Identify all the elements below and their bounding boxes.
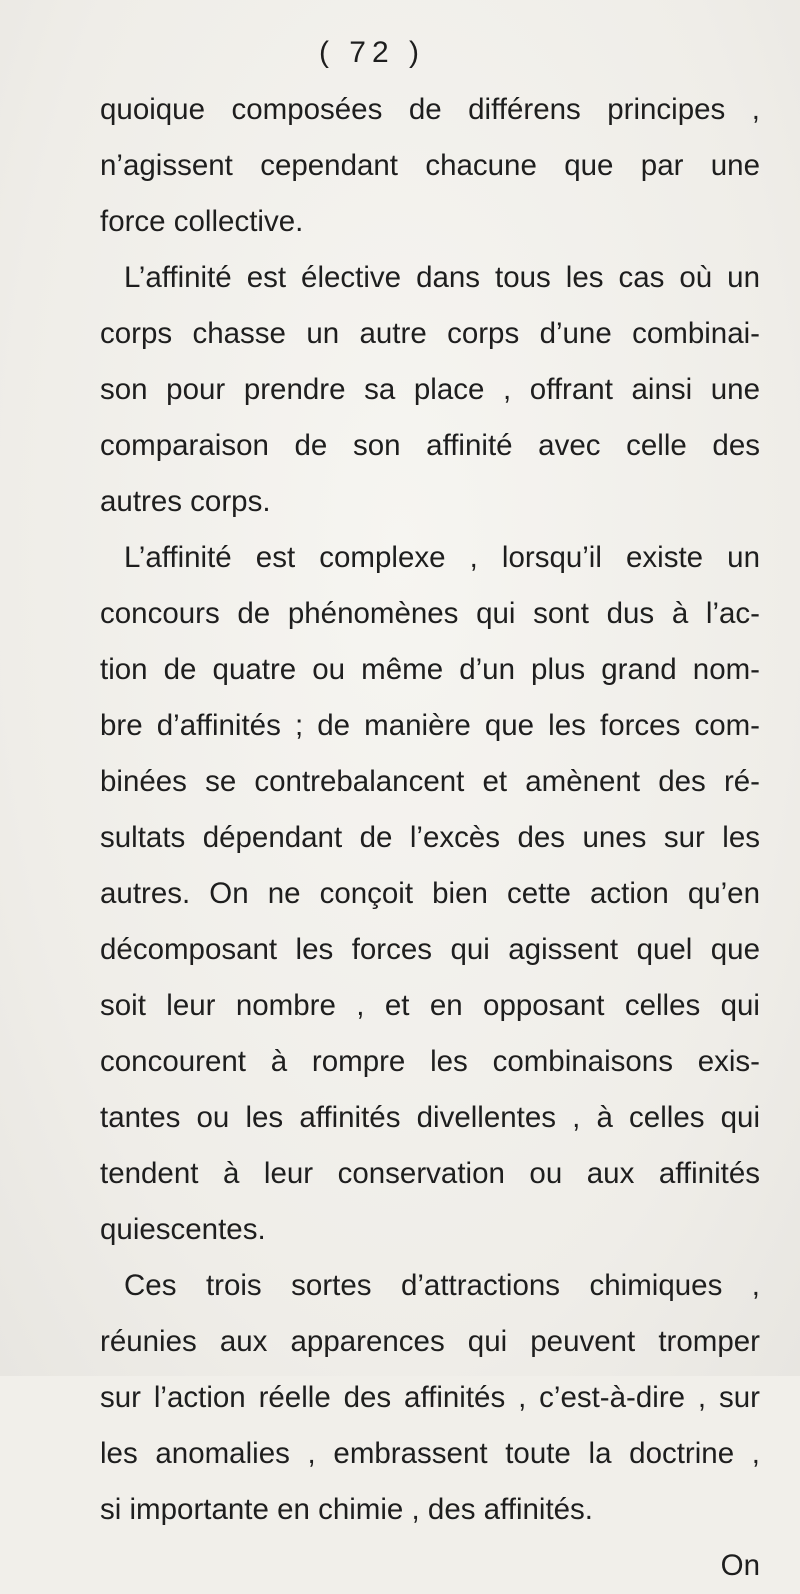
- text-line: bre d’affinités ; de manière que les forces com-: [100, 709, 760, 742]
- text-line: autres corps.: [100, 485, 271, 518]
- text-line: concours de phénomènes qui sont dus à l’ac-: [100, 597, 760, 630]
- text-line: sur l’action réelle des affinités , c’est-à-dire , sur: [100, 1381, 760, 1414]
- text-line: force collective.: [100, 205, 304, 238]
- text-line: n’agissent cependant chacune que par une: [100, 149, 760, 182]
- page-number: ( 72 ): [318, 36, 426, 69]
- text-line: corps chasse un autre corps d’une combinai-: [100, 317, 760, 350]
- text-line: comparaison de son affinité avec celle des: [100, 429, 760, 462]
- catchword: On: [720, 1549, 760, 1582]
- text-line: soit leur nombre , et en opposant celles qui: [100, 989, 760, 1022]
- text-line: quoique composées de différens principes ,: [100, 93, 760, 126]
- text-line: décomposant les forces qui agissent quel que: [100, 933, 760, 966]
- text-line: concourent à rompre les combinaisons exis-: [100, 1045, 760, 1078]
- text-line: L’affinité est complexe , lorsqu’il existe un: [124, 541, 760, 574]
- text-line: quiescentes.: [100, 1213, 266, 1246]
- text-line: les anomalies , embrassent toute la doctrine ,: [100, 1437, 760, 1470]
- text-line: réunies aux apparences qui peuvent tromper: [100, 1325, 760, 1358]
- text-line: L’affinité est élective dans tous les cas où un: [124, 261, 760, 294]
- text-line: si importante en chimie , des affinités.: [100, 1493, 594, 1526]
- text-line: autres. On ne conçoit bien cette action qu’en: [100, 877, 760, 910]
- text-line: tion de quatre ou même d’un plus grand nom-: [100, 653, 760, 686]
- text-line: binées se contrebalancent et amènent des ré-: [100, 765, 760, 798]
- text-line: tantes ou les affinités divellentes , à celles qui: [100, 1101, 760, 1134]
- text-line: son pour prendre sa place , offrant ainsi une: [100, 373, 760, 406]
- text-line: sultats dépendant de l’excès des unes sur les: [100, 821, 760, 854]
- body-text: [100, 82, 760, 1594]
- text-line: Ces trois sortes d’attractions chimiques ,: [124, 1269, 760, 1302]
- text-line: tendent à leur conservation ou aux affinités: [100, 1157, 760, 1190]
